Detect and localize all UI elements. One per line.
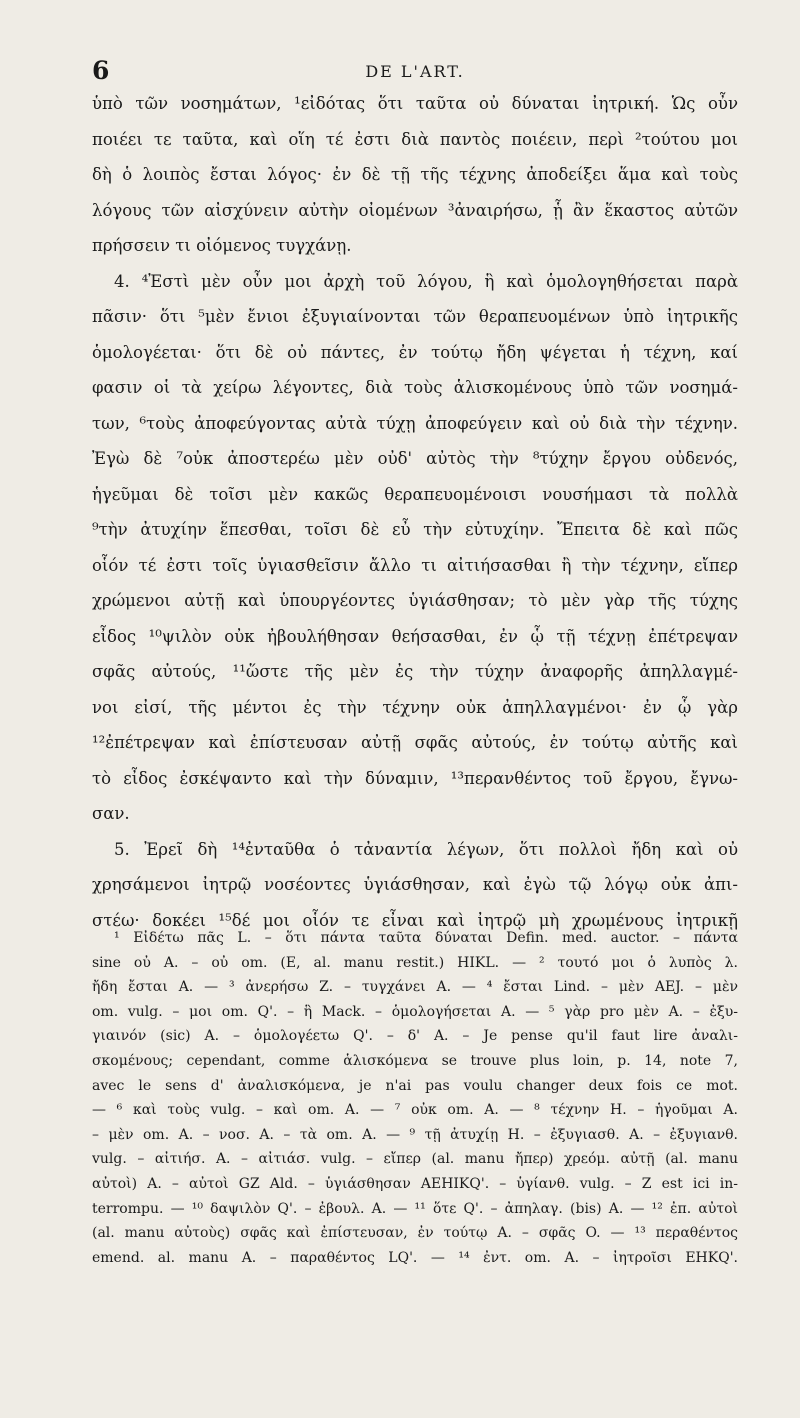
text-line: εἶδος ¹⁰ψιλὸν οὐκ ἠβουλήθησαν θεήσασθαι, ἐν ᾧ τῇ τέχνῃ ἐπέτρεψαν [92,626,738,646]
text-line: χρησάμενοι ἰητρῷ νοσέοντες ὑγιάσθησαν, καὶ ἐγὼ τῷ λόγῳ οὐκ ἀπι- [92,875,738,894]
footnote-line: avec le sens d' ἀναλισκόμενα, je n'ai pas voulu changer deux fois ce mot. [92,1077,738,1094]
footnote-line: ¹ Εἰδέτω πᾶς L. – ὅτι πάντα ταῦτα δύναται Defin. med. auctor. – πάντα [114,930,738,946]
text-line: ⁹τὴν ἀτυχίην ἕπεσθαι, τοῖσι δὲ εὖ τὴν εὐτυχίην. Ἔπειτα δὲ καὶ πῶς [92,520,738,539]
text-line: πρήσσειν τι οἰόμενος τυγχάνῃ. [92,236,352,255]
text-line: οἷόν τέ ἐστι τοῖς ὑγιασθεῖσιν ἄλλο τι αἰτιήσασθαι ἢ τὴν τέχνην, εἴπερ [92,555,738,575]
text-line: ὑπὸ τῶν νοσημάτων, ¹εἰδότας ὅτι ταῦτα οὐ δύναται ἰητρική. Ὡς οὖν [92,94,738,113]
text-line: ἡγεῦμαι δὲ τοῖσι μὲν κακῶς θεραπευομένοισι νουσήμασι τὰ πολλὰ [92,484,738,504]
text-line: ὁμολογέεται· ὅτι δὲ οὐ πάντες, ἐν τούτῳ ἤδη ψέγεται ἡ τέχνη, καί [92,342,738,362]
running-head: DE L'ART. [365,62,465,81]
text-line: στέω· δοκέει ¹⁵δέ μοι οἷόν τε εἶναι καὶ ἰητρῷ μὴ χρωμένους ἰητρικῇ [92,910,738,930]
footnote-line: σκομένους; cependant, comme ἁλισκόμενα se trouve plus loin, p. 14, note 7, [92,1052,738,1069]
text-line: Ἐγὼ δὲ ⁷οὐκ ἀποστερέω μὲν οὐδ' αὐτὸς τὴν ⁸τύχην ἔργου οὐδενός, [92,449,738,468]
page-number: 6 [92,56,110,85]
footnotes [92,926,738,1270]
footnote-line: emend. al. manu A. – παραθέντος LQ'. — ¹⁴ ἐντ. om. A. – ἰητροῖσι EHKQ'. [92,1249,738,1266]
text-line: σαν. [92,804,130,823]
footnote-line: vulg. – αἰτιήσ. A. – αἰτιάσ. vulg. – εἴπερ (al. manu ἤπερ) χρεόμ. αὐτῇ (al. manu [92,1151,738,1168]
text-line: ¹²ἐπέτρεψαν καὶ ἐπίστευσαν αὐτῇ σφᾶς αὐτούς, ἐν τούτῳ αὐτῆς καὶ [92,733,738,752]
text-line: λόγους τῶν αἰσχύνειν αὐτὴν οἰομένων ³ἀναιρήσω, ᾗ ἂν ἕκαστος αὐτῶν [92,200,738,220]
text-line: φασιν οἱ τὰ χείρω λέγοντες, διὰ τοὺς ἁλισκομένους ὑπὸ τῶν νοσημά- [92,378,738,397]
text-line: δὴ ὁ λοιπὸς ἔσται λόγος· ἐν δὲ τῇ τῆς τέχνης ἀποδείξει ἅμα καὶ τοὺς [92,165,738,184]
text-line: πᾶσιν· ὅτι ⁵μὲν ἔνιοι ἐξυγιαίνονται τῶν θεραπευομένων ὑπὸ ἰητρικῆς [92,307,738,326]
footnote-line: terrompu. — ¹⁰ δαψιλὸν Q'. – ἐβουλ. A. — ¹¹ ὅτε Q'. – ἀπηλαγ. (bis) A. — ¹² ἐπ. αὐτοὶ [92,1200,738,1217]
main-text [92,86,738,938]
text-line: νοι εἰσί, τῆς μέντοι ἐς τὴν τέχνην οὐκ ἀπηλλαγμένοι· ἐν ᾧ γὰρ [92,697,738,717]
text-line: χρώμενοι αὐτῇ καὶ ὑπουργέοντες ὑγιάσθησαν; τὸ μὲν γὰρ τῆς τύχης [92,591,738,610]
footnote-line: (al. manu αὐτοὺς) σφᾶς καὶ ἐπίστευσαν, ἐν τούτῳ A. – σφᾶς O. — ¹³ περαθέντος [92,1225,738,1242]
text-line: σφᾶς αὐτούς, ¹¹ὥστε τῆς μὲν ἐς τὴν τύχην ἀναφορῆς ἀπηλλαγμέ- [92,662,738,681]
text-line: τὸ εἶδος ἐσκέψαντο καὶ τὴν δύναμιν, ¹³περανθέντος τοῦ ἔργου, ἔγνω- [92,768,738,788]
footnote-line: sine οὐ A. – οὐ om. (E, al. manu restit.) HIKL. — ² τουτό μοι ὁ λυπὸς λ. [92,954,738,971]
section-5-start: 5. Ἐρεῖ δὴ ¹⁴ἐνταῦθα ὁ τἀναντία λέγων, ὅτι πολλοὶ ἤδη καὶ οὐ [114,839,738,859]
text-line: των, ⁶τοὺς ἀποφεύγοντας αὐτὰ τύχῃ ἀποφεύγειν καὶ οὐ διὰ τὴν τέχνην. [92,413,738,433]
footnote-line: ἤδη ἔσται A. — ³ ἀνερήσω Z. – τυγχάνει A. — ⁴ ἔσται Lind. – μὲν AEJ. – μὲν [92,979,738,996]
page-header [92,56,738,88]
footnote-line: αὐτοὶ) A. – αὐτοὶ GZ Ald. – ὑγιάσθησαν AEHIKQ'. – ὑγίανθ. vulg. – Z est ici in- [92,1175,738,1192]
footnote-line: om. vulg. – μοι om. Q'. – ἣ Mack. – ὁμολογήσεται A. — ⁵ γὰρ pro μὲν A. – ἐξυ- [92,1003,738,1020]
section-4-start: 4. ⁴Ἐστὶ μὲν οὖν μοι ἀρχὴ τοῦ λόγου, ἣ καὶ ὁμολογηθήσεται παρὰ [114,271,738,291]
footnote-line: — ⁶ καὶ τοὺς vulg. – καὶ om. A. — ⁷ οὐκ om. A. — ⁸ τέχνην H. – ἡγοῦμαι A. [92,1102,738,1119]
text-line: ποιέει τε ταῦτα, καὶ οἵη τέ ἐστι διὰ παντὸς ποιέειν, περὶ ²τούτου μοι [92,129,738,149]
footnote-line: γιαινόν (sic) A. – ὁμολογέετω Q'. – δ' A. – Je pense qu'il faut lire ἀναλι- [92,1028,738,1045]
footnote-line: – μὲν om. A. – νοσ. A. – τὰ om. A. — ⁹ τῇ ἀτυχίῃ H. – ἐξυγιασθ. A. – ἐξυγιανθ. [92,1126,738,1143]
